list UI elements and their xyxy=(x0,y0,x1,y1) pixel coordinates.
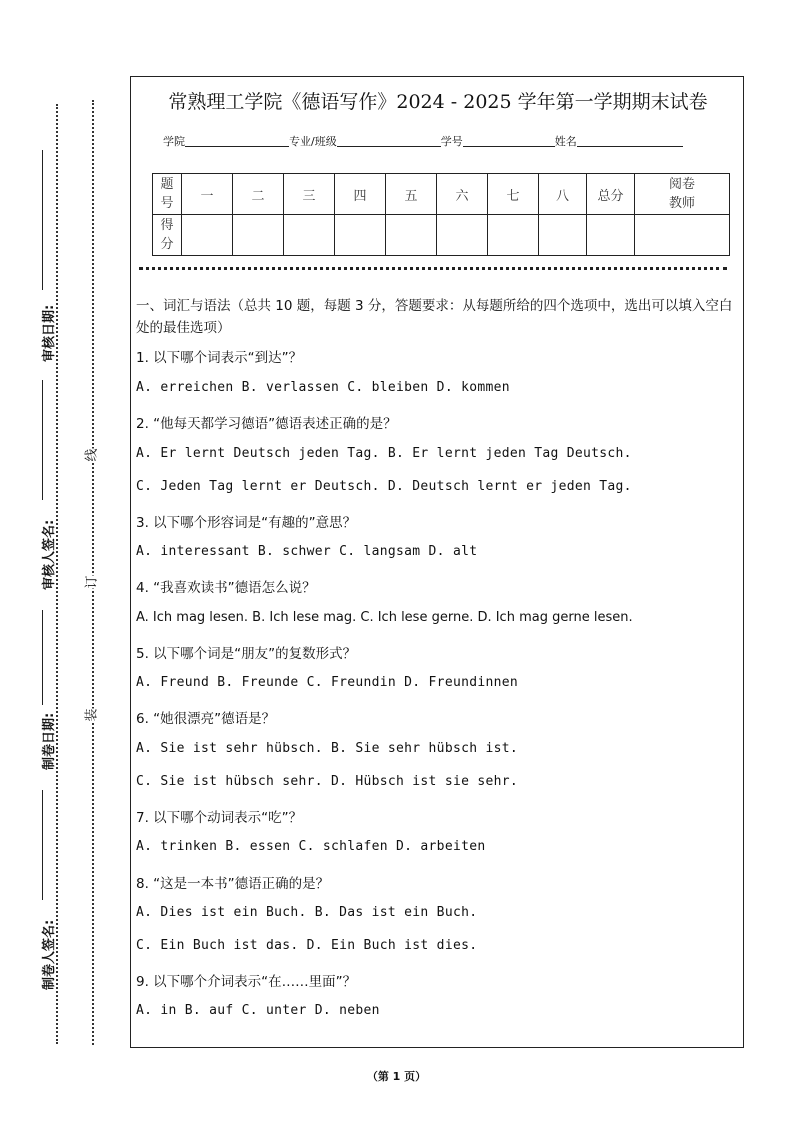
maker-sign-line xyxy=(42,790,43,900)
question-6-options-cd: C. Sie ist hübsch sehr. D. Hübsch ist sie sehr. xyxy=(136,774,518,789)
review-date-line xyxy=(42,150,43,290)
student-info-row xyxy=(163,133,683,149)
question-4-options: A. Ich mag lesen. B. Ich lese mag. C. Ich lese gerne. D. Ich mag gerne lesen. xyxy=(136,610,633,625)
question-6: 6. “她很漂亮”德语是？ xyxy=(136,711,276,727)
score-header-cell xyxy=(635,174,730,215)
question-2-options-ab: A. Er lernt Deutsch jeden Tag. B. Er lernt jeden Tag Deutsch. xyxy=(136,446,632,461)
score-header-cell: 二 xyxy=(233,174,284,215)
score-header-cell xyxy=(153,174,182,215)
binding-margin xyxy=(0,0,120,1122)
review-date-label: 审核日期: xyxy=(42,304,57,362)
section-1-instructions: 一、词汇与语法（总共 10 题，每题 3 分，答题要求：从每题所给的四个选项中，选出可以填入空白处的最佳选项） xyxy=(136,298,733,336)
exam-frame xyxy=(130,76,744,1048)
score-table-header-row xyxy=(153,174,730,215)
score-header-cell: 五 xyxy=(386,174,437,215)
name-label: 姓名 xyxy=(554,135,577,148)
question-3-options: A. interessant B. schwer C. langsam D. alt xyxy=(136,544,478,559)
question-1: 1. 以下哪个词表示“到达”？ xyxy=(136,350,303,366)
question-7: 7. 以下哪个动词表示“吃”？ xyxy=(136,810,303,826)
question-8-options-ab: A. Dies ist ein Buch. B. Das ist ein Buch. xyxy=(136,905,478,920)
score-cell[interactable] xyxy=(284,215,335,256)
header-grader: 阅卷 教师 xyxy=(668,177,695,211)
score-cell[interactable] xyxy=(182,215,233,256)
score-table-score-row xyxy=(153,215,730,256)
score-cell[interactable] xyxy=(635,215,730,256)
name-field[interactable] xyxy=(577,134,683,147)
seal-dotted-line-inner xyxy=(92,100,94,1045)
question-8-options-cd: C. Ein Buch ist das. D. Ein Buch ist dies. xyxy=(136,938,478,953)
question-1-options: A. erreichen B. verlassen C. bleiben D. kommen xyxy=(136,380,510,395)
maker-sign-label: 制卷人签名: xyxy=(42,919,57,990)
major-label: 专业/班级 xyxy=(289,135,337,148)
major-field[interactable] xyxy=(337,134,441,147)
score-cell[interactable] xyxy=(437,215,488,256)
question-9: 9. 以下哪个介词表示“在……里面”？ xyxy=(136,974,357,990)
page-number: （第 1 页） xyxy=(366,1070,427,1083)
score-cell[interactable] xyxy=(539,215,587,256)
score-header-cell: 七 xyxy=(488,174,539,215)
student-id-label: 学号 xyxy=(440,135,463,148)
question-5-options: A. Freund B. Freunde C. Freundin D. Freundinnen xyxy=(136,675,518,690)
college-label: 学院 xyxy=(163,135,185,148)
reviewer-sign-line xyxy=(42,380,43,500)
make-date-line xyxy=(42,610,43,705)
row-score-label: 得 分 xyxy=(160,218,174,252)
score-header-cell: 三 xyxy=(284,174,335,215)
exam-title: 常熟理工学院《德语写作》2024 - 2025 学年第一学期期末试卷 xyxy=(168,91,708,113)
question-4: 4. “我喜欢读书”德语怎么说？ xyxy=(136,580,316,596)
question-2: 2. “他每天都学习德语”德语表述正确的是？ xyxy=(136,416,397,432)
score-cell[interactable] xyxy=(386,215,437,256)
question-8: 8. “这是一本书”德语正确的是？ xyxy=(136,876,330,892)
score-header-cell: 总分 xyxy=(587,174,635,215)
question-6-options-ab: A. Sie ist sehr hübsch. B. Sie sehr hübsch ist. xyxy=(136,741,518,756)
score-header-cell: 六 xyxy=(437,174,488,215)
make-date-label: 制卷日期: xyxy=(42,712,57,770)
question-7-options: A. trinken B. essen C. schlafen D. arbeiten xyxy=(136,839,486,854)
dotted-separator xyxy=(139,267,727,270)
bind-mark-line: 线 xyxy=(84,448,100,462)
score-cell[interactable] xyxy=(488,215,539,256)
score-cell[interactable] xyxy=(335,215,386,256)
seal-dotted-line-outer xyxy=(56,104,58,1044)
bind-mark-zhuang: 装 xyxy=(84,708,100,722)
score-cell[interactable] xyxy=(587,215,635,256)
score-cell[interactable] xyxy=(233,215,284,256)
score-table xyxy=(152,173,730,256)
score-header-cell: 四 xyxy=(335,174,386,215)
score-header-cell: 一 xyxy=(182,174,233,215)
college-field[interactable] xyxy=(185,134,289,147)
score-header-cell: 八 xyxy=(539,174,587,215)
student-id-field[interactable] xyxy=(463,134,555,147)
reviewer-sign-label: 审核人签名: xyxy=(42,519,57,590)
question-3: 3. 以下哪个形容词是“有趣的”意思？ xyxy=(136,515,357,531)
bind-mark-ding: 订 xyxy=(84,575,100,589)
question-2-options-cd: C. Jeden Tag lernt er Deutsch. D. Deutsch lernt er jeden Tag. xyxy=(136,479,632,494)
question-5: 5. 以下哪个词是“朋友”的复数形式？ xyxy=(136,646,357,662)
question-9-options: A. in B. auf C. unter D. neben xyxy=(136,1003,380,1018)
score-row-label xyxy=(153,215,182,256)
header-question-no: 题 号 xyxy=(160,177,174,211)
